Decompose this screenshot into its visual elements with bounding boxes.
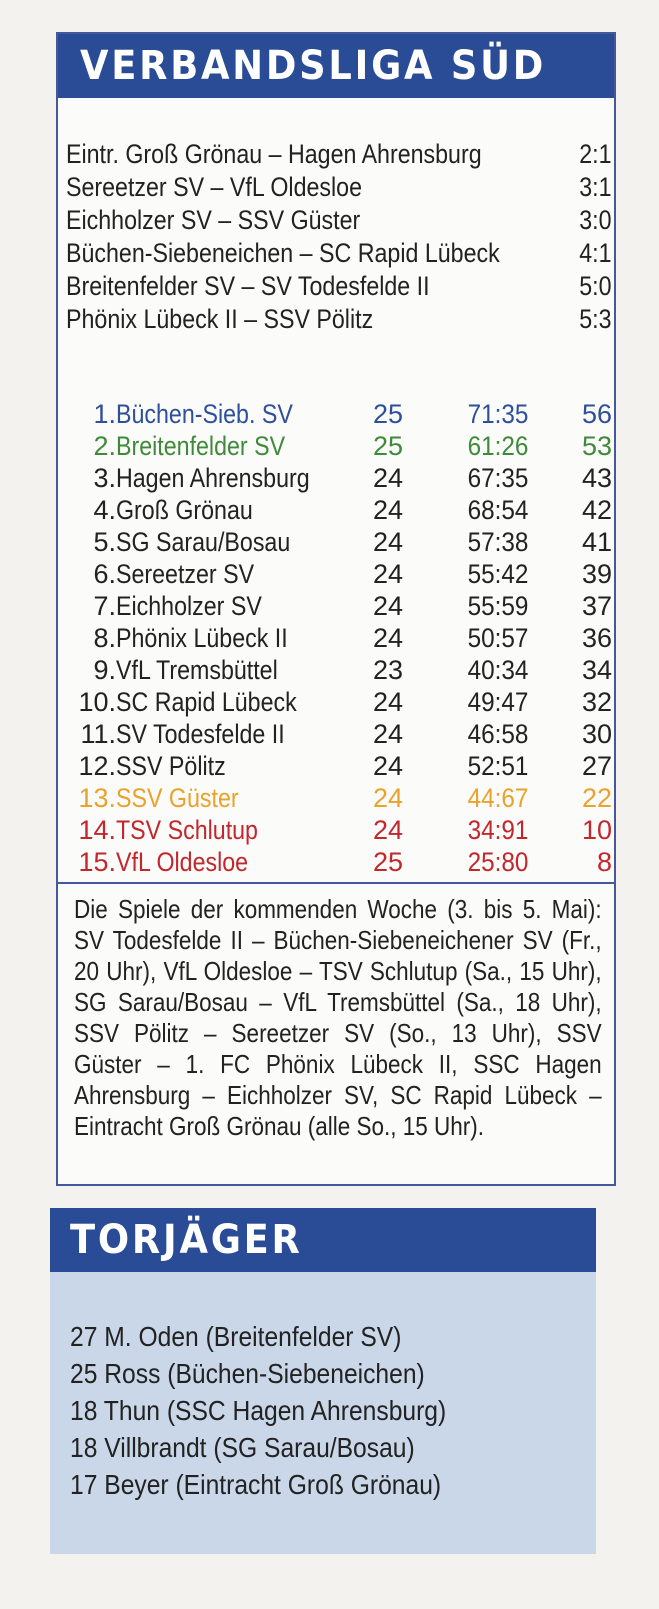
standings-rank: 12. <box>78 751 116 781</box>
scorer-row: 25 Ross (Büchen-Siebeneichen) <box>70 1358 425 1389</box>
standings-team: SG Sarau/Bosau <box>116 527 291 557</box>
standings-row <box>64 750 612 782</box>
standings-row <box>64 430 612 462</box>
standings-games: 24 <box>372 591 404 621</box>
result-row <box>66 237 612 270</box>
standings-points: 32 <box>581 687 612 717</box>
standings-games: 25 <box>372 431 404 461</box>
standings-team: SC Rapid Lübeck <box>116 687 297 717</box>
standings-row <box>64 622 612 654</box>
standings-rank: 13. <box>78 783 116 813</box>
standings-games: 24 <box>372 751 404 781</box>
standings-points: 42 <box>581 495 612 525</box>
standings-rank: 6. <box>93 559 116 589</box>
standings-goals: 67:35 <box>467 463 529 493</box>
result-row <box>66 303 612 336</box>
standings-games: 25 <box>372 847 404 877</box>
standings-team: Phönix Lübeck II <box>116 623 288 653</box>
standings-row <box>64 558 612 590</box>
standings-games: 24 <box>372 527 404 557</box>
result-score: 2:1 <box>579 139 612 169</box>
standings-row <box>64 526 612 558</box>
standings-team: Groß Grönau <box>116 495 253 525</box>
standings-team: VfL Tremsbüttel <box>116 655 278 685</box>
league-header <box>58 34 614 98</box>
verbandsliga-sued-box <box>56 32 616 1186</box>
result-score: 5:3 <box>579 304 612 334</box>
standings-points: 36 <box>581 623 612 653</box>
standings-row <box>64 846 612 878</box>
standings-games: 24 <box>372 495 404 525</box>
standings-goals: 44:67 <box>467 783 529 813</box>
standings-team: SV Todesfelde II <box>116 719 285 749</box>
standings-rank: 11. <box>80 719 116 749</box>
scorers-header <box>50 1208 596 1272</box>
standings-games: 24 <box>372 815 404 845</box>
result-match: Büchen-Siebeneichen – SC Rapid Lübeck <box>66 238 500 268</box>
standings-games: 24 <box>372 623 404 653</box>
scorers-title: TORJÄGER <box>70 1217 303 1263</box>
result-match: Phönix Lübeck II – SSV Pölitz <box>66 304 374 334</box>
standings-row <box>64 462 612 494</box>
result-match: Eichholzer SV – SSV Güster <box>66 205 361 235</box>
standings-goals: 50:57 <box>467 623 529 653</box>
standings-goals: 57:38 <box>467 527 529 557</box>
standings-team: Hagen Ahrensburg <box>116 463 310 493</box>
standings-team: TSV Schlutup <box>116 815 258 845</box>
standings-team: Sereetzer SV <box>116 559 255 589</box>
standings-goals: 34:91 <box>467 815 529 845</box>
standings-points: 8 <box>596 847 612 877</box>
league-title: VERBANDSLIGA SÜD <box>80 43 547 89</box>
standings-team: Büchen-Sieb. SV <box>116 399 293 429</box>
standings-goals: 68:54 <box>467 495 529 525</box>
standings-row <box>64 590 612 622</box>
standings-row <box>64 814 612 846</box>
standings-goals: 25:80 <box>467 847 529 877</box>
standings-points: 53 <box>581 431 612 461</box>
standings-goals: 52:51 <box>467 751 529 781</box>
standings-row <box>64 654 612 686</box>
standings-row <box>64 686 612 718</box>
standings-games: 24 <box>372 559 404 589</box>
result-score: 3:0 <box>579 205 612 235</box>
result-row <box>66 138 612 171</box>
standings-row <box>64 494 612 526</box>
standings-points: 37 <box>581 591 612 621</box>
standings-rank: 4. <box>93 495 116 525</box>
standings-goals: 55:42 <box>467 559 529 589</box>
standings-games: 23 <box>372 655 404 685</box>
scorer-row: 18 Villbrandt (SG Sarau/Bosau) <box>70 1432 415 1463</box>
standings-team: Breitenfelder SV <box>116 431 286 461</box>
standings-games: 24 <box>372 783 404 813</box>
standings-points: 43 <box>581 463 612 493</box>
standings-rank: 15. <box>78 847 116 877</box>
standings-team: VfL Oldesloe <box>116 847 249 877</box>
standings-row <box>64 398 612 430</box>
result-match: Breitenfelder SV – SV Todesfelde II <box>66 271 430 301</box>
standings-rank: 7. <box>93 591 116 621</box>
standings-rank: 8. <box>93 623 116 653</box>
standings-team: SSV Güster <box>116 783 239 813</box>
standings-team: SSV Pölitz <box>116 751 226 781</box>
fixtures-note <box>58 882 614 1182</box>
result-row <box>66 270 612 303</box>
standings-rank: 9. <box>93 655 116 685</box>
standings-goals: 40:34 <box>467 655 529 685</box>
standings-rank: 10. <box>78 687 116 717</box>
standings-row <box>64 718 612 750</box>
result-row <box>66 204 612 237</box>
result-score: 4:1 <box>579 238 612 268</box>
result-score: 5:0 <box>579 271 612 301</box>
standings-games: 24 <box>372 719 404 749</box>
standings-goals: 46:58 <box>467 719 529 749</box>
scorer-row: 27 M. Oden (Breitenfelder SV) <box>70 1321 402 1352</box>
standings-points: 10 <box>581 815 612 845</box>
standings-games: 24 <box>372 687 404 717</box>
standings-goals: 71:35 <box>467 399 529 429</box>
standings-rank: 14. <box>78 815 116 845</box>
standings-points: 27 <box>581 751 612 781</box>
standings-goals: 49:47 <box>467 687 529 717</box>
scorers-list <box>70 1318 498 1503</box>
standings-points: 34 <box>581 655 612 685</box>
result-score: 3:1 <box>579 172 612 202</box>
scorer-row: 17 Beyer (Eintracht Groß Grönau) <box>70 1469 442 1500</box>
standings-games: 25 <box>372 399 404 429</box>
result-row <box>66 171 612 204</box>
standings-team: Eichholzer SV <box>116 591 262 621</box>
result-match: Eintr. Groß Grönau – Hagen Ahrensburg <box>66 139 482 169</box>
standings-goals: 55:59 <box>467 591 529 621</box>
standings-points: 39 <box>581 559 612 589</box>
standings-table <box>64 398 612 878</box>
results-list <box>66 138 612 336</box>
standings-rank: 2. <box>93 431 116 461</box>
torjaeger-box <box>50 1208 596 1554</box>
result-match: Sereetzer SV – VfL Oldesloe <box>66 172 363 202</box>
standings-points: 41 <box>581 527 612 557</box>
standings-rank: 1. <box>93 399 116 429</box>
standings-points: 22 <box>581 783 612 813</box>
fixtures-note-text: Die Spiele der kommenden Woche (3. bis 5. Mai): SV Todesfelde II – Büchen-Siebeneichener SV (Fr., 20 Uhr), VfL Oldesloe – TSV Schlutup (Sa., 15 Uhr), SG Sarau/Bosau – VfL Tremsbüttel (Sa., 18 Uhr), SSV Pölitz – Sereetzer SV (So., 13 Uhr), SSV Güster – 1. FC Phönix Lübeck II, SSC Hagen Ahrensburg – Eichholzer SV, SC Rapid Lübeck – Eintracht Groß Grönau (alle So., 15 Uhr). <box>74 894 602 1141</box>
standings-points: 56 <box>581 399 612 429</box>
standings-rank: 5. <box>93 527 116 557</box>
standings-goals: 61:26 <box>467 431 529 461</box>
standings-games: 24 <box>372 463 404 493</box>
standings-points: 30 <box>581 719 612 749</box>
standings-rank: 3. <box>93 463 116 493</box>
standings-row <box>64 782 612 814</box>
scorer-row: 18 Thun (SSC Hagen Ahrensburg) <box>70 1395 447 1426</box>
